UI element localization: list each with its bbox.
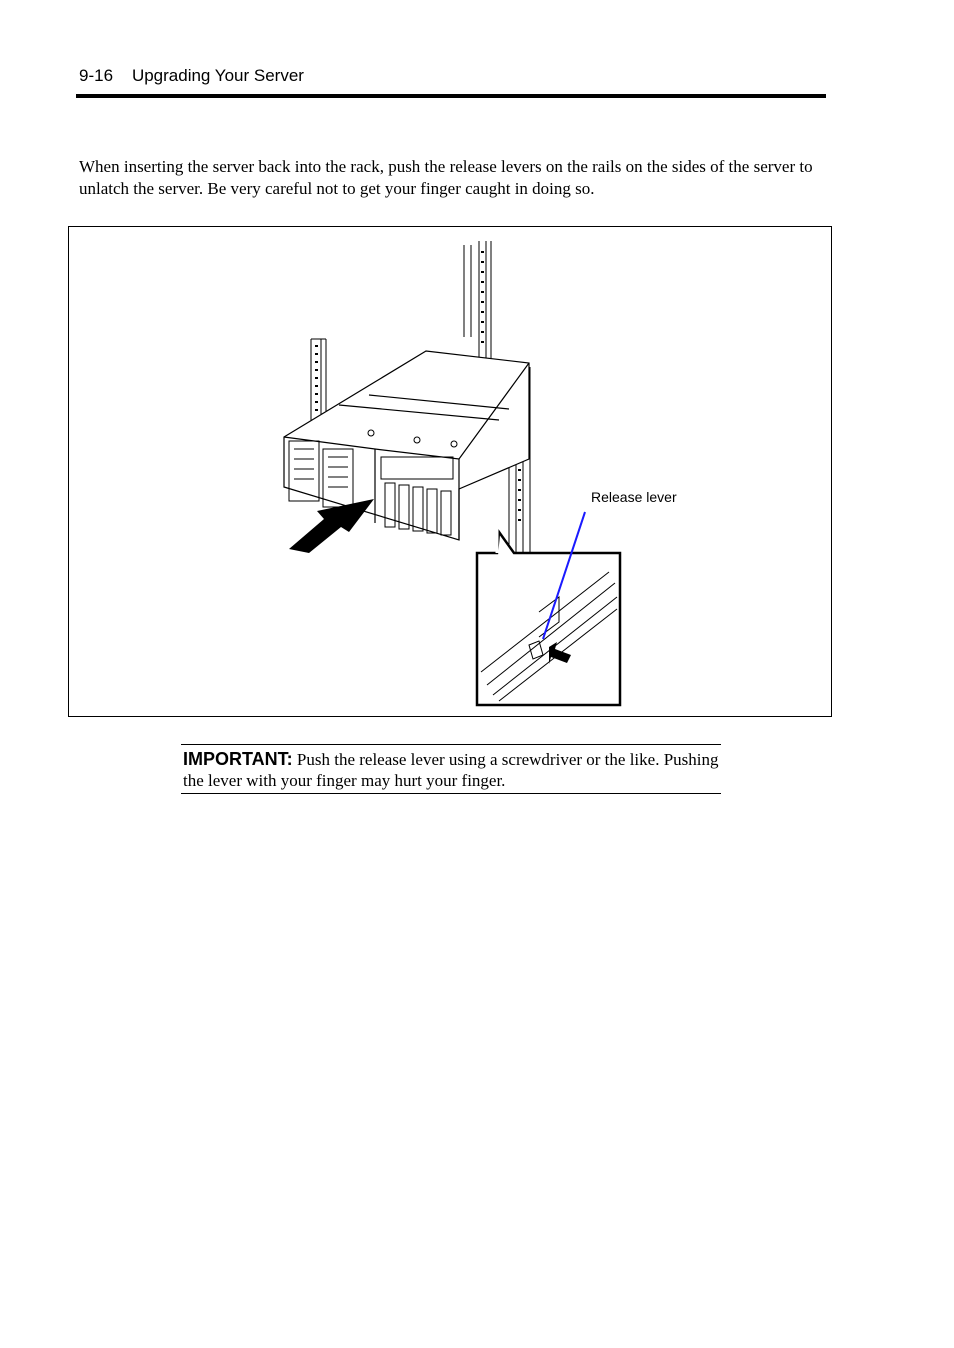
important-label: IMPORTANT: bbox=[183, 749, 293, 769]
important-note bbox=[181, 744, 721, 794]
intro-paragraph: When inserting the server back into the rack, push the release levers on the rails on the sides of the server to unlatch the server. Be very careful not to get your finger caught in doing so. bbox=[79, 157, 813, 198]
important-text: Push the release lever using a screwdriver or the like. Pushing the lever with your finger may hurt your finger. bbox=[183, 750, 719, 790]
rack-post-rear-right bbox=[464, 241, 491, 362]
detail-callout-box bbox=[477, 532, 620, 705]
page-header bbox=[79, 66, 304, 86]
page-number: 9-16 bbox=[79, 66, 114, 85]
server-rack-illustration bbox=[69, 227, 833, 718]
section-title: Upgrading Your Server bbox=[131, 66, 304, 85]
figure-frame bbox=[68, 226, 832, 717]
header-rule bbox=[76, 94, 826, 98]
release-lever-label: Release lever bbox=[591, 489, 677, 505]
